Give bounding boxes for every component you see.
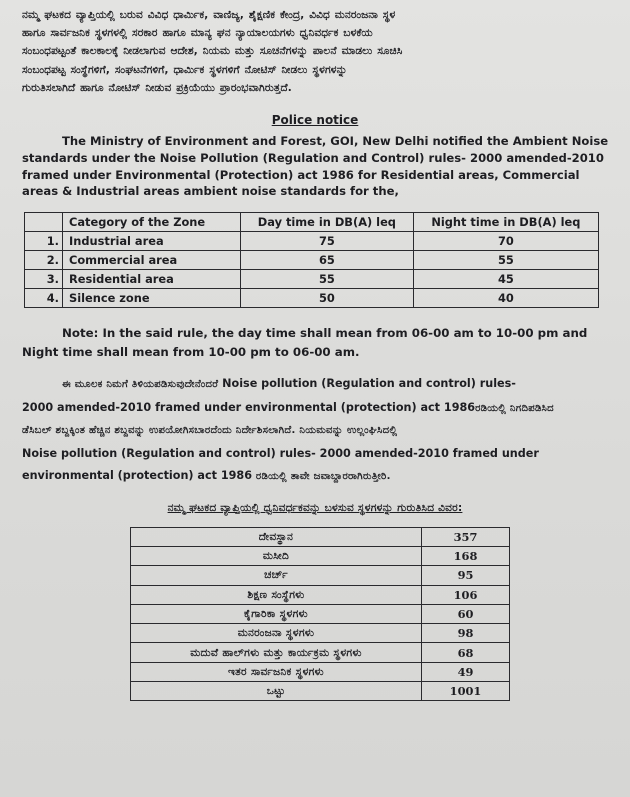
place-type: ಶಿಕ್ಷಣ ಸಂಸ್ಥೆಗಳು — [131, 585, 422, 604]
total-count: 1001 — [422, 682, 510, 701]
paragraph-line: areas & Industrial areas ambient noise standards for the, — [22, 184, 399, 199]
day-limit: 50 — [241, 289, 414, 308]
place-count: 168 — [422, 547, 510, 566]
table-total-row — [131, 682, 510, 701]
mixed-english-text: Noise pollution (Regulation and control) rules- — [218, 377, 516, 391]
paragraph-line: framed under Environmental (Protection) act 1986 for Residential areas, Commercial — [22, 167, 580, 182]
row-number: 3. — [25, 270, 63, 289]
notice-paragraph — [22, 133, 608, 200]
table-row — [25, 289, 599, 308]
mixed-kannada-text: ಈ ಮೂಲಕ ನಿಮಗೆ ತಿಳಿಯಪಡಿಸುವುದೇನೆಂದರೆ — [62, 379, 219, 391]
day-limit: 55 — [241, 270, 414, 289]
intro-line: ಸಂಬಂಧಪಟ್ಟಂತೆ ಕಾಲಕಾಲಕ್ಕೆ ನೀಡಲಾಗುವ ಆದೇಶ, ನಿಯಮ ಮತ್ತು ಸೂಚನೆಗಳನ್ನು ಪಾಲನೆ ಮಾಡಲು ಸೂಚಿಸಿ — [22, 45, 403, 58]
place-count: 357 — [422, 527, 510, 546]
place-count: 49 — [422, 662, 510, 681]
column-header-night: Night time in DB(A) leq — [413, 213, 598, 232]
place-count: 60 — [422, 604, 510, 623]
table-row — [131, 643, 510, 662]
mixed-kannada-text: ರಡಿಯಲ್ಲಿ ತಾವೇ ಜವಾಬ್ದಾರರಾಗಿರುತ್ತೀರಿ. — [255, 471, 391, 483]
column-header-day: Day time in DB(A) leq — [241, 213, 414, 232]
table-row — [25, 270, 599, 289]
mixed-line — [22, 373, 608, 397]
notice-heading: Police notice — [271, 113, 359, 128]
night-limit: 45 — [413, 270, 598, 289]
table-row — [131, 547, 510, 566]
paragraph-line: standards under the Noise Pollution (Regulation and Control) rules- 2000 amended-2010 — [22, 150, 604, 165]
mixed-kannada-text: ರಡಿಯಲ್ಲಿ ನಿಗದಿಪಡಿಸಿದ — [475, 402, 554, 414]
place-type: ಚರ್ಚ್ — [131, 566, 422, 585]
day-limit: 65 — [241, 251, 414, 270]
zone-category: Residential area — [63, 270, 241, 289]
mixed-english-text: 2000 amended-2010 framed under environmental (protection) act 1986 — [22, 400, 476, 414]
place-count: 95 — [422, 566, 510, 585]
night-limit: 40 — [413, 289, 598, 308]
table-row — [131, 566, 510, 585]
intro-line: ಹಾಗೂ ಸಾರ್ವಜನಿಕ ಸ್ಥಳಗಳಲ್ಲಿ ಸರಕಾರ ಹಾಗೂ ಮಾನ್ಯ ಘನ ನ್ಯಾಯಾಲಯಗಳು ಧ್ವನಿವರ್ಧಕ ಬಳಕೆಯ — [22, 27, 373, 40]
table-row — [131, 662, 510, 681]
place-type: ಮದುವೆ ಹಾಲ್‌ಗಳು ಮತ್ತು ಕಾರ್ಯಕ್ರಮ ಸ್ಥಳಗಳು — [131, 643, 422, 662]
mixed-line — [22, 397, 608, 421]
place-type: ಇತರ ಸಾರ್ವಜನಿಕ ಸ್ಥಳಗಳು — [131, 662, 422, 681]
places-sub-heading: ನಮ್ಮ ಘಟಕದ ವ್ಯಾಪ್ತಿಯಲ್ಲಿ ಧ್ವನಿವರ್ಧಕವನ್ನು ಬಳಸುವ ಸ್ಥಳಗಳನ್ನು ಗುರುತಿಸಿದ ವಿವರ: — [167, 501, 463, 514]
table-header-row — [25, 213, 599, 232]
night-limit: 55 — [413, 251, 598, 270]
column-header-zone: Category of the Zone — [63, 213, 241, 232]
row-number: 2. — [25, 251, 63, 270]
mixed-language-paragraph — [22, 373, 608, 489]
table-row — [25, 251, 599, 270]
intro-kannada-paragraph — [22, 6, 608, 97]
table-row — [131, 527, 510, 546]
day-limit: 75 — [241, 232, 414, 251]
mixed-line: ಡೆಸಿಬಲ್ ಶಬ್ದಕ್ಕಿಂತ ಹೆಚ್ಚಿನ ಶಬ್ದವನ್ನು ಉಪಯೋಗಿಸಬಾರದೆಂದು ನಿರ್ದೇಶಿಸಲಾಗಿದೆ. ನಿಯಮವನ್ನು ಉಲ್ಲಂಘಿಸಿದಲ್ಲಿ — [22, 425, 398, 437]
mixed-line — [22, 465, 608, 489]
mixed-line: Noise pollution (Regulation and control) rules- 2000 amended-2010 framed under — [22, 446, 539, 460]
intro-line: ಸಂಬಂಧಪಟ್ಟ ಸಂಸ್ಥೆಗಳಿಗೆ, ಸಂಘಟನೆಗಳಿಗೆ, ಧಾರ್ಮಿಕ ಸ್ಥಳಗಳಿಗೆ ನೋಟಿಸ್ ನೀಡಲು ಸ್ಥಳಗಳನ್ನು — [22, 63, 348, 76]
row-number: 1. — [25, 232, 63, 251]
zone-category: Industrial area — [63, 232, 241, 251]
mixed-english-text: environmental (protection) act 1986 — [22, 469, 256, 483]
place-type: ದೇವಸ್ಥಾನ — [131, 527, 422, 546]
place-count: 68 — [422, 643, 510, 662]
zone-category: Commercial area — [63, 251, 241, 270]
noise-standards-table — [24, 212, 599, 308]
table-row — [25, 232, 599, 251]
place-type: ಮಸೀದಿ — [131, 547, 422, 566]
place-type: ಕೈಗಾರಿಕಾ ಸ್ಥಳಗಳು — [131, 604, 422, 623]
table-row — [131, 585, 510, 604]
note-paragraph — [22, 324, 608, 361]
loudspeaker-places-table — [130, 527, 510, 702]
paragraph-line: The Ministry of Environment and Forest, GOI, New Delhi notified the Ambient Noise — [62, 134, 609, 149]
column-header-no — [25, 213, 63, 232]
note-line: Night time shall mean from 10-00 pm to 06-00 am. — [22, 344, 360, 359]
zone-category: Silence zone — [63, 289, 241, 308]
place-count: 106 — [422, 585, 510, 604]
note-line: Note: In the said rule, the day time shall mean from 06-00 am to 10-00 pm and — [62, 326, 588, 341]
table-row — [131, 604, 510, 623]
table-row — [131, 624, 510, 643]
intro-line: ನಮ್ಮ ಘಟಕದ ವ್ಯಾಪ್ತಿಯಲ್ಲಿ ಬರುವ ವಿವಿಧ ಧಾರ್ಮಿಕ, ವಾಣಿಜ್ಯ, ಶೈಕ್ಷಣಿಕ ಕೇಂದ್ರ, ವಿವಿಧ ಮನರಂಜನಾ ಸ್ಥಳ — [22, 9, 396, 21]
place-count: 98 — [422, 624, 510, 643]
total-label: ಒಟ್ಟು — [131, 682, 422, 701]
place-type: ಮನರಂಜನಾ ಸ್ಥಳಗಳು — [131, 624, 422, 643]
row-number: 4. — [25, 289, 63, 308]
night-limit: 70 — [413, 232, 598, 251]
intro-line: ಗುರುತಿಸಲಾಗಿದೆ ಹಾಗೂ ನೋಟಿಸ್ ನೀಡುವ ಪ್ರಕ್ರಿಯೆಯು ಪ್ರಾರಂಭವಾಗಿರುತ್ತದೆ. — [22, 81, 292, 94]
